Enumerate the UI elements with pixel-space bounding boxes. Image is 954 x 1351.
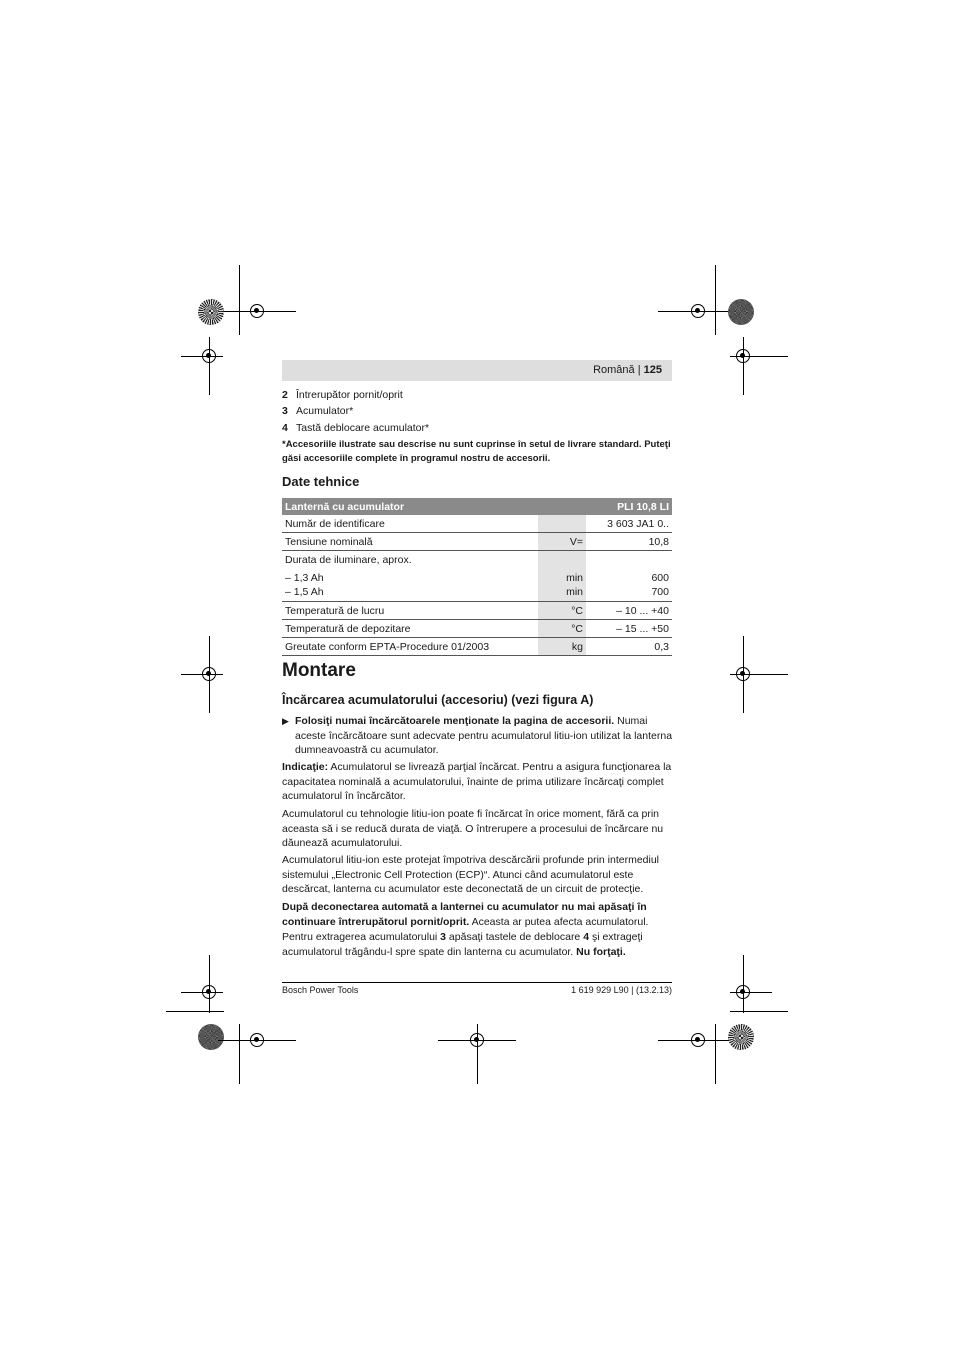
list-item: 4 Tastă deblocare acumulator* <box>282 422 430 434</box>
table-row: Tensiune nominală V= 10,8 <box>282 533 672 551</box>
table-header-right: PLI 10,8 LI <box>586 498 672 515</box>
list-item: 3 Acumulator* <box>282 405 354 417</box>
page-number: 125 <box>643 364 662 376</box>
paragraph-ecp: Acumulatorul litiu-ion este protejat împotriva descărcării profunde prin intermediul sistemului „Electronic Cell Protection (ECP)“. Atunci când acumulatorul este descărcat, lanterna cu acumulator este deconectată de un circuit de protecţie. <box>282 854 660 895</box>
table-header-row <box>282 498 672 515</box>
color-rosette-icon <box>728 299 754 325</box>
table-row: Temperatură de lucru °C – 10 ... +40 <box>282 602 672 620</box>
page-header <box>282 360 672 381</box>
bullet-paragraph: ▶ Folosiţi numai încărcătoarele menţionate la pagina de accesorii. Numai aceste încărcătoare sunt adecvate pentru acumulatorul litiu-ion utilizat la lanterna dumneavoastră cu acumulator. <box>282 715 673 756</box>
footer-divider <box>282 982 672 983</box>
table-row: Număr de identificare 3 603 JA1 0.. <box>282 515 672 533</box>
spec-table <box>282 498 672 656</box>
triangle-bullet-icon: ▶ <box>282 716 289 726</box>
table-header-left: Lanternă cu acumulator <box>282 498 586 515</box>
footer-brand: Bosch Power Tools <box>282 985 359 995</box>
color-rosette-icon <box>198 1024 224 1050</box>
subsection-title: Încărcarea acumulatorului (accesoriu) (vezi figura A) <box>282 693 594 707</box>
paragraph-indicatie: Indicaţie: Acumulatorul se livrează parţial încărcat. Pentru a asigura funcţionarea la capacitatea nominală a acumulatorului, înainte de prima utilizare încărcaţi complet acumulatorul în încărcător. <box>282 761 672 802</box>
color-rosette-icon <box>728 1024 754 1050</box>
footer-doc-id: 1 619 929 L90 | (13.2.13) <box>571 985 672 995</box>
paragraph-extract: Pentru extragerea acumulatorului 3 apăsaţi tastele de deblocare 4 şi extrageţi acumulatorul trăgându-l spre spate din lanterna cu acumulator. Nu forţaţi. <box>282 931 643 958</box>
table-row: Durata de iluminare, aprox. – 1,3 Ah – 1,5 Ah min min 600 700 <box>282 551 672 602</box>
table-row: Temperatură de depozitare °C – 15 ... +50 <box>282 620 672 638</box>
tech-data-heading: Date tehnice <box>282 474 360 489</box>
section-title: Montare <box>282 660 356 681</box>
paragraph-auto-off: După deconectarea automată a lanternei cu acumulator nu mai apăsaţi în continuare întrerupătorul pornit/oprit. Aceasta ar putea afecta acumulatorul. <box>282 901 649 928</box>
header-separator: | <box>637 364 641 376</box>
table-row: Greutate conform EPTA-Procedure 01/2003 kg 0,3 <box>282 638 672 656</box>
accessory-note: *Accesoriile ilustrate sau descrise nu sunt cuprinse în setul de livrare standard. Puteţi găsi accesoriile complete în programul nostru de accesorii. <box>282 439 671 464</box>
header-language: Română <box>593 364 635 376</box>
paragraph-liion: Acumulatorul cu tehnologie litiu-ion poate fi încărcat în orice moment, fără ca prin aceasta să i se reducă durata de viaţă. O întrerupere a procesului de încărcare nu dăunează acumulatorului. <box>282 808 664 849</box>
list-item: 2 Întrerupător pornit/oprit <box>282 389 403 401</box>
color-rosette-icon <box>198 299 224 325</box>
